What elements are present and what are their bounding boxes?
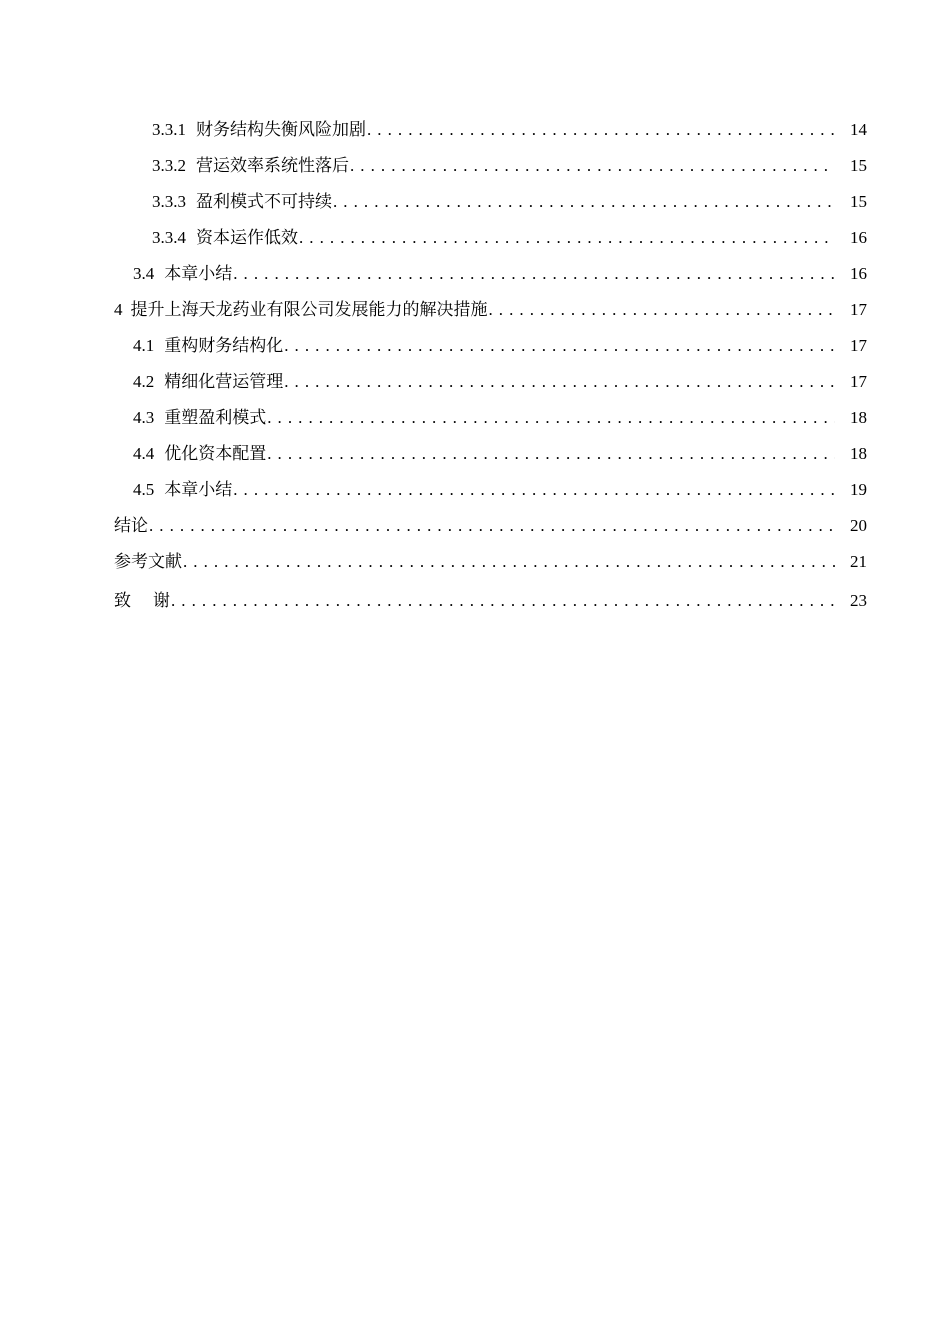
toc-entry-title: 重构财务结构化: [164, 336, 284, 355]
toc-dot-leader: [233, 478, 835, 502]
toc-entry-page: 23: [850, 591, 867, 610]
toc-entry-page: 14: [850, 120, 867, 139]
toc-entry-number: 3.3.2: [152, 156, 186, 175]
toc-entry-3-3-4[interactable]: [0, 226, 950, 250]
toc-dot-leader: [333, 190, 835, 214]
toc-dot-leader: [284, 334, 835, 358]
toc-entry-4-1[interactable]: [0, 334, 950, 358]
toc-entry-title: 参考文献: [114, 552, 182, 571]
toc-dot-leader: [267, 406, 835, 430]
toc-entry-4-5[interactable]: [0, 478, 950, 502]
toc-entry-number: 3.3.3: [152, 192, 186, 211]
toc-entry-title: 致谢: [114, 591, 192, 610]
toc-entry-title: 本章小结: [164, 480, 233, 499]
toc-entry-number: 3.4: [133, 264, 155, 283]
toc-entry-title: 结论: [114, 516, 148, 535]
toc-dot-leader: [367, 118, 835, 142]
toc-dot-leader: [350, 154, 835, 178]
toc-dot-leader: [149, 514, 835, 538]
toc-dot-leader: [489, 298, 836, 322]
toc-entry-page: 17: [850, 336, 867, 355]
toc-entry-4-3[interactable]: [0, 406, 950, 430]
toc-entry-page: 18: [850, 444, 867, 463]
toc-entry-page: 16: [850, 264, 867, 283]
toc-entry-number: 4.5: [133, 480, 155, 499]
toc-entry-title: 资本运作低效: [196, 228, 298, 247]
toc-entry-references[interactable]: [0, 550, 950, 574]
toc-entry-3-4[interactable]: [0, 262, 950, 286]
toc-entry-title: 财务结构失衡风险加剧: [196, 120, 366, 139]
toc-dot-leader: [267, 442, 835, 466]
toc-entry-title: 精细化营运管理: [164, 372, 284, 391]
toc-entry-page: 17: [850, 372, 867, 391]
toc-dot-leader: [284, 370, 835, 394]
toc-entry-number: 3.3.1: [152, 120, 186, 139]
toc-entry-title: 营运效率系统性落后: [196, 156, 349, 175]
toc-entry-number: 4.3: [133, 408, 155, 427]
toc-entry-title: 盈利模式不可持续: [196, 192, 332, 211]
toc-entry-page: 15: [850, 156, 867, 175]
toc-dot-leader: [171, 589, 835, 613]
toc-entry-title: 优化资本配置: [164, 444, 267, 463]
toc-entry-3-3-1[interactable]: [0, 118, 950, 142]
toc-entry-title: 重塑盈利模式: [164, 408, 267, 427]
toc-entry-3-3-2[interactable]: [0, 154, 950, 178]
toc-entry-page: 21: [850, 552, 867, 571]
toc-entry-page: 17: [850, 300, 867, 319]
toc-entry-page: 16: [850, 228, 867, 247]
toc-dot-leader: [183, 550, 835, 574]
toc-entry-number: 4.2: [133, 372, 155, 391]
toc-entry-4[interactable]: [0, 298, 950, 322]
toc-entry-page: 20: [850, 516, 867, 535]
toc-entry-3-3-3[interactable]: [0, 190, 950, 214]
toc-entry-acknowledgements[interactable]: [0, 589, 950, 613]
toc-entry-number: 4.1: [133, 336, 155, 355]
toc-entry-number: 4: [114, 300, 123, 319]
toc-entry-title: 本章小结: [164, 264, 233, 283]
toc-dot-leader: [299, 226, 835, 250]
toc-entry-page: 19: [850, 480, 867, 499]
toc-entry-number: 3.3.4: [152, 228, 186, 247]
toc-entry-page: 18: [850, 408, 867, 427]
toc-entry-number: 4.4: [133, 444, 155, 463]
toc-entry-4-4[interactable]: [0, 442, 950, 466]
toc-entry-page: 15: [850, 192, 867, 211]
toc-dot-leader: [233, 262, 835, 286]
toc-entry-title: 提升上海天龙药业有限公司发展能力的解决措施: [130, 300, 488, 319]
toc-entry-4-2[interactable]: [0, 370, 950, 394]
toc-entry-conclusion[interactable]: [0, 514, 950, 538]
